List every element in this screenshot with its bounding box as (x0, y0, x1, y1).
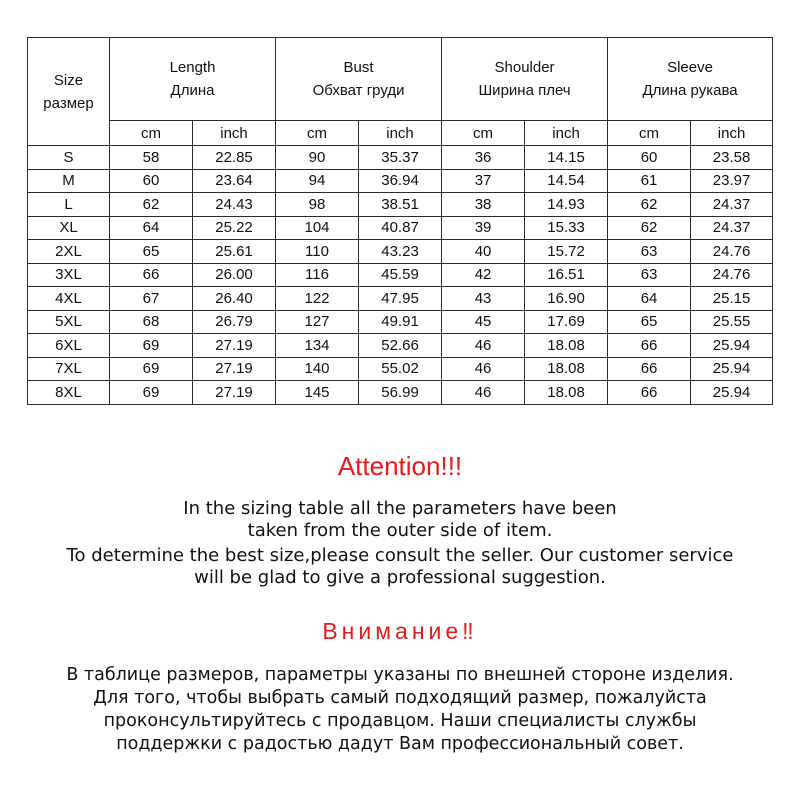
cell-shoulder-cm: 38 (442, 193, 525, 217)
cell-sleeve-cm: 62 (608, 193, 691, 217)
cell-bust-inch: 49.91 (359, 310, 442, 334)
shoulder-header-ru: Ширина плеч (478, 82, 571, 99)
cell-length-inch: 23.64 (193, 169, 276, 193)
cell-length-inch: 26.79 (193, 310, 276, 334)
bust-header-en: Bust (343, 59, 374, 76)
sleeve-column-header (608, 38, 773, 121)
notice-en-line: will be glad to give a professional suggestion. (194, 567, 606, 588)
cell-shoulder-inch: 18.08 (525, 334, 608, 358)
cell-sleeve-inch: 23.58 (691, 146, 773, 170)
cell-length-cm: 68 (110, 310, 193, 334)
cell-sleeve-cm: 62 (608, 216, 691, 240)
table-row (28, 263, 773, 287)
cell-bust-cm: 145 (276, 381, 359, 405)
cell-shoulder-cm: 36 (442, 146, 525, 170)
cell-length-inch: 25.61 (193, 240, 276, 264)
cell-sleeve-inch: 24.37 (691, 216, 773, 240)
table-row (28, 357, 773, 381)
sleeve-header-ru: Длина рукава (642, 82, 738, 99)
unit-inch-header: inch (193, 121, 276, 146)
unit-inch-header: inch (525, 121, 608, 146)
cell-sleeve-inch: 23.97 (691, 169, 773, 193)
cell-shoulder-cm: 46 (442, 334, 525, 358)
cell-length-cm: 67 (110, 287, 193, 311)
cell-length-cm: 69 (110, 357, 193, 381)
cell-bust-inch: 38.51 (359, 193, 442, 217)
cell-length-inch: 26.40 (193, 287, 276, 311)
cell-length-cm: 64 (110, 216, 193, 240)
cell-length-inch: 24.43 (193, 193, 276, 217)
cell-sleeve-cm: 66 (608, 381, 691, 405)
cell-bust-inch: 36.94 (359, 169, 442, 193)
cell-bust-cm: 140 (276, 357, 359, 381)
cell-size: 3XL (28, 263, 110, 287)
cell-sleeve-cm: 63 (608, 263, 691, 287)
table-body (28, 146, 773, 405)
length-header-ru: Длина (170, 82, 215, 99)
cell-length-cm: 69 (110, 381, 193, 405)
cell-bust-inch: 56.99 (359, 381, 442, 405)
cell-sleeve-inch: 24.76 (691, 263, 773, 287)
unit-cm-header: cm (442, 121, 525, 146)
table-row (28, 287, 773, 311)
cell-shoulder-inch: 14.54 (525, 169, 608, 193)
bust-header-ru: Обхват груди (312, 82, 405, 99)
sleeve-header-en: Sleeve (667, 59, 713, 76)
cell-sleeve-inch: 25.94 (691, 334, 773, 358)
cell-shoulder-cm: 43 (442, 287, 525, 311)
cell-length-cm: 62 (110, 193, 193, 217)
cell-bust-cm: 127 (276, 310, 359, 334)
notice-ru-line: проконсультируйтесь с продавцом. Наши специалисты службы (103, 711, 697, 731)
length-header-en: Length (169, 59, 216, 76)
cell-bust-inch: 35.37 (359, 146, 442, 170)
cell-bust-inch: 55.02 (359, 357, 442, 381)
cell-sleeve-inch: 25.94 (691, 357, 773, 381)
cell-bust-inch: 43.23 (359, 240, 442, 264)
table-row (28, 146, 773, 170)
unit-cm-header: cm (110, 121, 193, 146)
cell-sleeve-cm: 63 (608, 240, 691, 264)
cell-shoulder-cm: 42 (442, 263, 525, 287)
cell-bust-inch: 45.59 (359, 263, 442, 287)
cell-sleeve-cm: 66 (608, 334, 691, 358)
cell-size: 7XL (28, 357, 110, 381)
cell-size: M (28, 169, 110, 193)
cell-length-cm: 66 (110, 263, 193, 287)
cell-bust-inch: 47.95 (359, 287, 442, 311)
cell-shoulder-cm: 39 (442, 216, 525, 240)
unit-cm-header: cm (608, 121, 691, 146)
notice-ru-paragraph (0, 664, 800, 756)
size-chart-table (27, 37, 773, 405)
cell-size: 2XL (28, 240, 110, 264)
table-row (28, 381, 773, 405)
cell-bust-inch: 40.87 (359, 216, 442, 240)
cell-length-inch: 27.19 (193, 357, 276, 381)
cell-bust-cm: 122 (276, 287, 359, 311)
cell-shoulder-inch: 16.51 (525, 263, 608, 287)
cell-shoulder-cm: 46 (442, 357, 525, 381)
cell-sleeve-inch: 25.55 (691, 310, 773, 334)
cell-sleeve-inch: 24.37 (691, 193, 773, 217)
cell-bust-inch: 52.66 (359, 334, 442, 358)
length-column-header (110, 38, 276, 121)
cell-bust-cm: 134 (276, 334, 359, 358)
cell-sleeve-inch: 24.76 (691, 240, 773, 264)
cell-length-inch: 26.00 (193, 263, 276, 287)
table-row (28, 193, 773, 217)
size-header-ru: размер (43, 94, 94, 112)
cell-length-inch: 25.22 (193, 216, 276, 240)
cell-bust-cm: 104 (276, 216, 359, 240)
notice-ru-line: В таблице размеров, параметры указаны по внешней стороне изделия. (66, 665, 734, 685)
cell-size: 6XL (28, 334, 110, 358)
shoulder-header-en: Shoulder (494, 59, 555, 76)
notice-en-paragraph-1 (0, 498, 800, 542)
cell-shoulder-inch: 17.69 (525, 310, 608, 334)
cell-sleeve-cm: 65 (608, 310, 691, 334)
table-row (28, 169, 773, 193)
cell-length-inch: 22.85 (193, 146, 276, 170)
notice-en-paragraph-2 (0, 545, 800, 589)
table-row (28, 310, 773, 334)
cell-length-cm: 58 (110, 146, 193, 170)
cell-shoulder-inch: 16.90 (525, 287, 608, 311)
cell-length-cm: 65 (110, 240, 193, 264)
cell-shoulder-cm: 37 (442, 169, 525, 193)
cell-sleeve-cm: 64 (608, 287, 691, 311)
cell-size: 5XL (28, 310, 110, 334)
cell-sleeve-inch: 25.15 (691, 287, 773, 311)
cell-bust-cm: 94 (276, 169, 359, 193)
table-header-row (28, 38, 773, 121)
cell-sleeve-inch: 25.94 (691, 381, 773, 405)
size-header-en: Size (53, 71, 84, 89)
unit-inch-header: inch (359, 121, 442, 146)
cell-shoulder-inch: 15.33 (525, 216, 608, 240)
shoulder-column-header (442, 38, 608, 121)
unit-inch-header: inch (691, 121, 773, 146)
table-row (28, 240, 773, 264)
cell-shoulder-cm: 45 (442, 310, 525, 334)
unit-header-row (28, 121, 773, 146)
cell-shoulder-cm: 40 (442, 240, 525, 264)
notice-en-line: To determine the best size,please consult the seller. Our customer service (66, 545, 734, 566)
cell-bust-cm: 90 (276, 146, 359, 170)
cell-bust-cm: 110 (276, 240, 359, 264)
unit-cm-header: cm (276, 121, 359, 146)
cell-sleeve-cm: 61 (608, 169, 691, 193)
cell-length-inch: 27.19 (193, 381, 276, 405)
notice-en-line: taken from the outer side of item. (247, 520, 553, 541)
notice-en-line: In the sizing table all the parameters have been (183, 498, 617, 519)
table-row (28, 334, 773, 358)
cell-size: XL (28, 216, 110, 240)
cell-sleeve-cm: 60 (608, 146, 691, 170)
cell-sleeve-cm: 66 (608, 357, 691, 381)
cell-shoulder-inch: 14.93 (525, 193, 608, 217)
cell-size: S (28, 146, 110, 170)
notice-ru-line: Для того, чтобы выбрать самый подходящий размер, пожалуйста (93, 688, 707, 708)
cell-length-cm: 69 (110, 334, 193, 358)
cell-length-inch: 27.19 (193, 334, 276, 358)
attention-title: Attention!!! (337, 451, 463, 481)
cell-length-cm: 60 (110, 169, 193, 193)
cell-size: 4XL (28, 287, 110, 311)
cell-size: 8XL (28, 381, 110, 405)
cell-shoulder-inch: 18.08 (525, 381, 608, 405)
cell-shoulder-inch: 14.15 (525, 146, 608, 170)
bust-column-header (276, 38, 442, 121)
notice-ru-line: поддержки с радостью дадут Вам профессиональный совет. (116, 734, 684, 754)
vnimanie-title: Внимание‼ (322, 618, 478, 644)
table-row (28, 216, 773, 240)
cell-size: L (28, 193, 110, 217)
cell-shoulder-inch: 18.08 (525, 357, 608, 381)
cell-shoulder-inch: 15.72 (525, 240, 608, 264)
cell-bust-cm: 98 (276, 193, 359, 217)
size-column-header (28, 38, 110, 146)
cell-bust-cm: 116 (276, 263, 359, 287)
cell-shoulder-cm: 46 (442, 381, 525, 405)
